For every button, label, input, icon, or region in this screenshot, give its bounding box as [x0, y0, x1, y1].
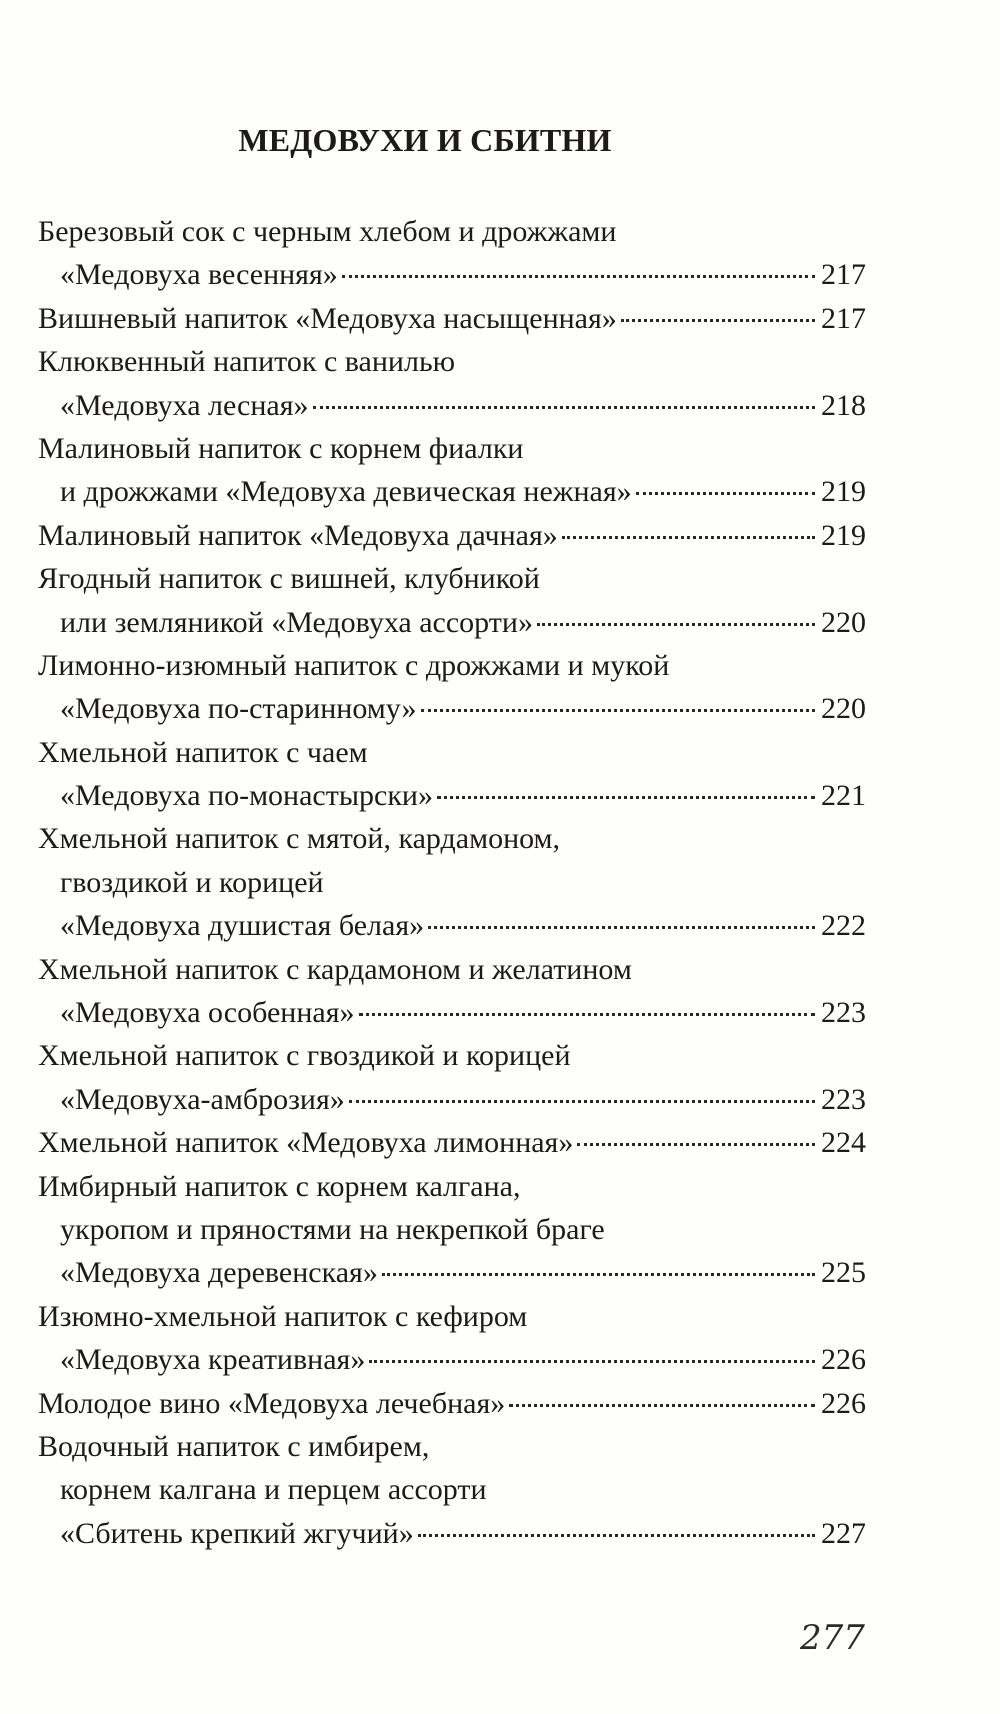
toc-entry-text: Хмельной напиток с гвоздикой и корицей	[38, 1039, 571, 1073]
toc-entry-line	[0, 817, 1000, 860]
toc-page-number: 223	[821, 1082, 866, 1116]
toc-page-number: 217	[821, 301, 866, 335]
section-heading: МЕДОВУХИ И СБИТНИ	[238, 122, 612, 158]
toc-entry	[0, 1382, 1000, 1425]
toc-entry	[0, 210, 1000, 297]
toc-entry-text: «Медовуха-амброзия»	[60, 1082, 345, 1116]
toc-entry	[0, 1165, 1000, 1295]
toc-entry-text: «Медовуха душистая белая»	[60, 909, 425, 943]
toc-entry-text: Малиновый напиток «Медовуха дачная»	[38, 518, 558, 552]
toc-entry	[0, 731, 1000, 818]
dot-leader	[421, 709, 816, 712]
toc-entry	[0, 948, 1000, 1035]
toc-entry	[0, 514, 1000, 557]
toc-entry-line	[0, 1034, 1000, 1077]
toc-entry-text: Водочный напиток с имбирем,	[38, 1429, 430, 1463]
toc-entry-last-line	[0, 774, 866, 817]
toc-entry-text: «Медовуха деревенская»	[60, 1256, 378, 1290]
toc-entry	[0, 297, 1000, 340]
toc-entry-last-line	[0, 253, 866, 296]
toc-entry-last-line	[0, 687, 866, 730]
dot-leader	[509, 1404, 815, 1407]
toc-entry-text: Изюмно-хмельной напиток с кефиром	[38, 1299, 528, 1333]
handwritten-page-number: 277	[800, 1618, 865, 1658]
toc-entry-text: Хмельной напиток «Медовуха лимонная»	[38, 1126, 574, 1160]
toc-entry	[0, 427, 1000, 514]
toc-entry	[0, 817, 1000, 947]
toc-entry-text: «Медовуха особенная»	[60, 996, 355, 1030]
toc-entry-line	[0, 210, 1000, 253]
toc-entry-text: и дрожжами «Медовуха девическая нежная»	[60, 475, 632, 509]
toc-entry-text: Ягодный напиток с вишней, клубникой	[38, 562, 540, 596]
dot-leader	[537, 623, 815, 626]
dot-leader	[636, 492, 815, 495]
toc-entry-last-line	[0, 297, 866, 340]
dot-leader	[349, 1100, 815, 1103]
toc-entry-last-line	[0, 384, 866, 427]
toc-page-number: 217	[821, 258, 866, 292]
toc-entry-text: корнем калгана и перцем ассорти	[60, 1473, 487, 1507]
toc-entry-text: Имбирный напиток с корнем калгана,	[38, 1169, 521, 1203]
toc-entry-line	[0, 644, 1000, 687]
toc-entry	[0, 1425, 1000, 1555]
toc-entry-line	[0, 1295, 1000, 1338]
toc-entry-last-line	[0, 601, 866, 644]
toc-entry	[0, 1034, 1000, 1121]
toc-entry-text: «Медовуха по-старинному»	[60, 692, 417, 726]
toc-entry-text: «Медовуха лесная»	[60, 388, 309, 422]
toc-entry-last-line	[0, 991, 866, 1034]
dot-leader	[359, 1013, 816, 1016]
toc-entry-last-line	[0, 1382, 866, 1425]
toc-entry-text: Молодое вино «Медовуха лечебная»	[38, 1386, 506, 1420]
toc-entry-text: укропом и пряностями на некрепкой браге	[60, 1212, 605, 1246]
toc-entry-last-line	[0, 470, 866, 513]
toc-entry-text: «Сбитень крепкий жгучий»	[60, 1516, 414, 1550]
toc-entry	[0, 1295, 1000, 1382]
table-of-contents	[0, 210, 1000, 1555]
toc-page-number: 225	[821, 1256, 866, 1290]
toc-entry-text: Хмельной напиток с кардамоном и желатином	[38, 952, 632, 986]
toc-entry-last-line	[0, 514, 866, 557]
toc-entry-text: Вишневый напиток «Медовуха насыщенная»	[38, 301, 617, 335]
toc-entry-text: или земляникой «Медовуха ассорти»	[60, 605, 533, 639]
toc-entry-line	[0, 948, 1000, 991]
toc-page-number: 226	[821, 1386, 866, 1420]
toc-page-number: 226	[821, 1343, 866, 1377]
toc-entry-text: Малиновый напиток с корнем фиалки	[38, 431, 524, 465]
toc-entry	[0, 1121, 1000, 1164]
toc-entry-line	[0, 1425, 1000, 1468]
toc-entry-last-line	[0, 1512, 866, 1555]
toc-entry-last-line	[0, 1121, 866, 1164]
toc-entry-line	[0, 1165, 1000, 1208]
toc-entry	[0, 340, 1000, 427]
dot-leader	[418, 1534, 815, 1537]
toc-page-number: 227	[821, 1516, 866, 1550]
toc-entry-line	[0, 557, 1000, 600]
toc-entry	[0, 644, 1000, 731]
dot-leader	[382, 1273, 815, 1276]
toc-entry-line	[0, 340, 1000, 383]
toc-entry-last-line	[0, 1078, 866, 1121]
dot-leader	[577, 1143, 815, 1146]
dot-leader	[437, 796, 815, 799]
toc-entry-line	[0, 427, 1000, 470]
dot-leader	[621, 319, 815, 322]
toc-entry-text: Клюквенный напиток с ванилью	[38, 345, 456, 379]
toc-page-number: 218	[821, 388, 866, 422]
toc-entry	[0, 557, 1000, 644]
toc-entry-text: Березовый сок с черным хлебом и дрожжами	[38, 215, 617, 248]
toc-entry-last-line	[0, 1251, 866, 1294]
dot-leader	[342, 275, 815, 278]
toc-entry-last-line	[0, 904, 866, 947]
toc-page-number: 223	[821, 996, 866, 1030]
toc-entry-line	[0, 1208, 1000, 1251]
toc-entry-text: гвоздикой и корицей	[60, 865, 324, 899]
dot-leader	[562, 536, 815, 539]
toc-entry-text: «Медовуха весенняя»	[60, 258, 338, 292]
dot-leader	[369, 1360, 815, 1363]
toc-entry-line	[0, 731, 1000, 774]
toc-page-number: 220	[821, 692, 866, 726]
toc-entry-text: Лимонно-изюмный напиток с дрожжами и мукой	[38, 648, 670, 682]
toc-page-number: 220	[821, 605, 866, 639]
toc-entry-text: Хмельной напиток с чаем	[38, 735, 368, 769]
toc-page-number: 222	[821, 909, 866, 943]
toc-page-number: 219	[821, 518, 866, 552]
toc-page-number: 224	[821, 1126, 866, 1160]
toc-page-number: 219	[821, 475, 866, 509]
dot-leader	[313, 406, 815, 409]
toc-entry-text: Хмельной напиток с мятой, кардамоном,	[38, 822, 561, 856]
toc-entry-line	[0, 1468, 1000, 1511]
toc-entry-last-line	[0, 1338, 866, 1381]
toc-entry-text: «Медовуха по-монастырски»	[60, 779, 433, 813]
dot-leader	[428, 926, 815, 929]
toc-entry-line	[0, 861, 1000, 904]
toc-page-number: 221	[821, 779, 866, 813]
toc-entry-text: «Медовуха креативная»	[60, 1343, 366, 1377]
